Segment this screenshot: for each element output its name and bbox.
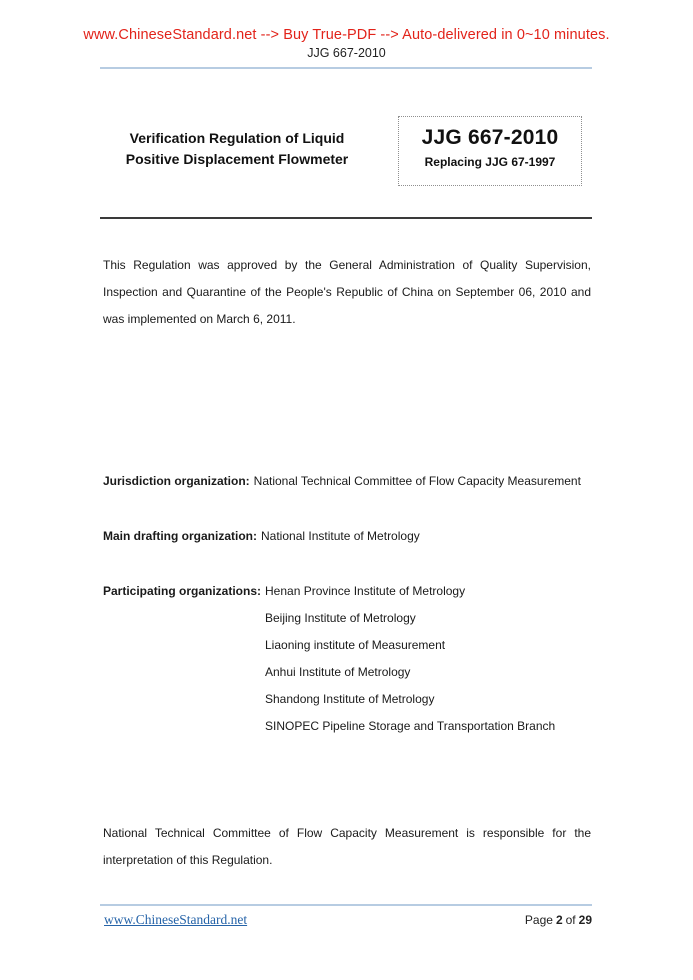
interpretation-line: interpretation of this Regulation.: [103, 853, 273, 867]
participating-organization-item: Beijing Institute of Metrology: [265, 611, 416, 625]
participating-organizations-label: Participating organizations:: [103, 584, 262, 598]
main-drafting-organization-label: Main drafting organization:: [103, 529, 257, 543]
participating-organizations-list: [265, 578, 591, 740]
title-divider: [100, 217, 592, 219]
participating-organization-item: Anhui Institute of Metrology: [265, 665, 411, 679]
store-banner-link[interactable]: www.ChineseStandard.net --> Buy True-PDF --> Auto-delivered in 0~10 minutes.: [83, 27, 610, 43]
main-drafting-organization-value: National Institute of Metrology: [261, 529, 420, 543]
footer-divider: [100, 904, 592, 906]
footer-site-link[interactable]: www.ChineseStandard.net: [104, 912, 248, 927]
page-total: 29: [578, 913, 592, 927]
document-title-line1: Verification Regulation of Liquid: [129, 130, 345, 146]
main-drafting-organization-row: [103, 523, 591, 550]
page-number: 2: [555, 913, 563, 927]
participating-organization-item: Shandong Institute of Metrology: [265, 692, 435, 706]
replacing-note: Replacing JJG 67-1997: [424, 155, 556, 169]
approval-line: This Regulation was approved by the General Administration of Quality Supervision,: [103, 258, 591, 272]
page-footer: [104, 912, 592, 928]
running-header-doc-code: JJG 667-2010: [307, 46, 386, 60]
header-divider: [100, 67, 592, 69]
document-title: [104, 128, 370, 170]
participating-organization-item: SINOPEC Pipeline Storage and Transportation Branch: [265, 719, 556, 733]
interpretation-line: National Technical Committee of Flow Capacity Measurement is responsible for the: [103, 826, 591, 840]
of-word: of: [565, 913, 576, 927]
standard-code: JJG 667-2010: [421, 126, 559, 149]
participating-organizations-block: [103, 578, 591, 740]
interpretation-paragraph: [103, 820, 591, 874]
participating-organization-item: Henan Province Institute of Metrology: [265, 584, 466, 598]
standard-code-box: [398, 116, 582, 186]
approval-line: Inspection and Quarantine of the People's Republic of China on September 06, 2010 and: [103, 285, 591, 299]
page-indicator: [525, 913, 592, 927]
document-title-line2: Positive Displacement Flowmeter: [125, 151, 349, 167]
jurisdiction-organization-row: [103, 468, 591, 495]
page-word: Page: [524, 913, 553, 927]
jurisdiction-organization-label: Jurisdiction organization:: [103, 474, 250, 488]
jurisdiction-organization-value: National Technical Committee of Flow Capacity Measurement: [253, 474, 581, 488]
approval-paragraph: [103, 252, 591, 333]
approval-line: was implemented on March 6, 2011.: [103, 312, 296, 326]
participating-organization-item: Liaoning institute of Measurement: [265, 638, 446, 652]
